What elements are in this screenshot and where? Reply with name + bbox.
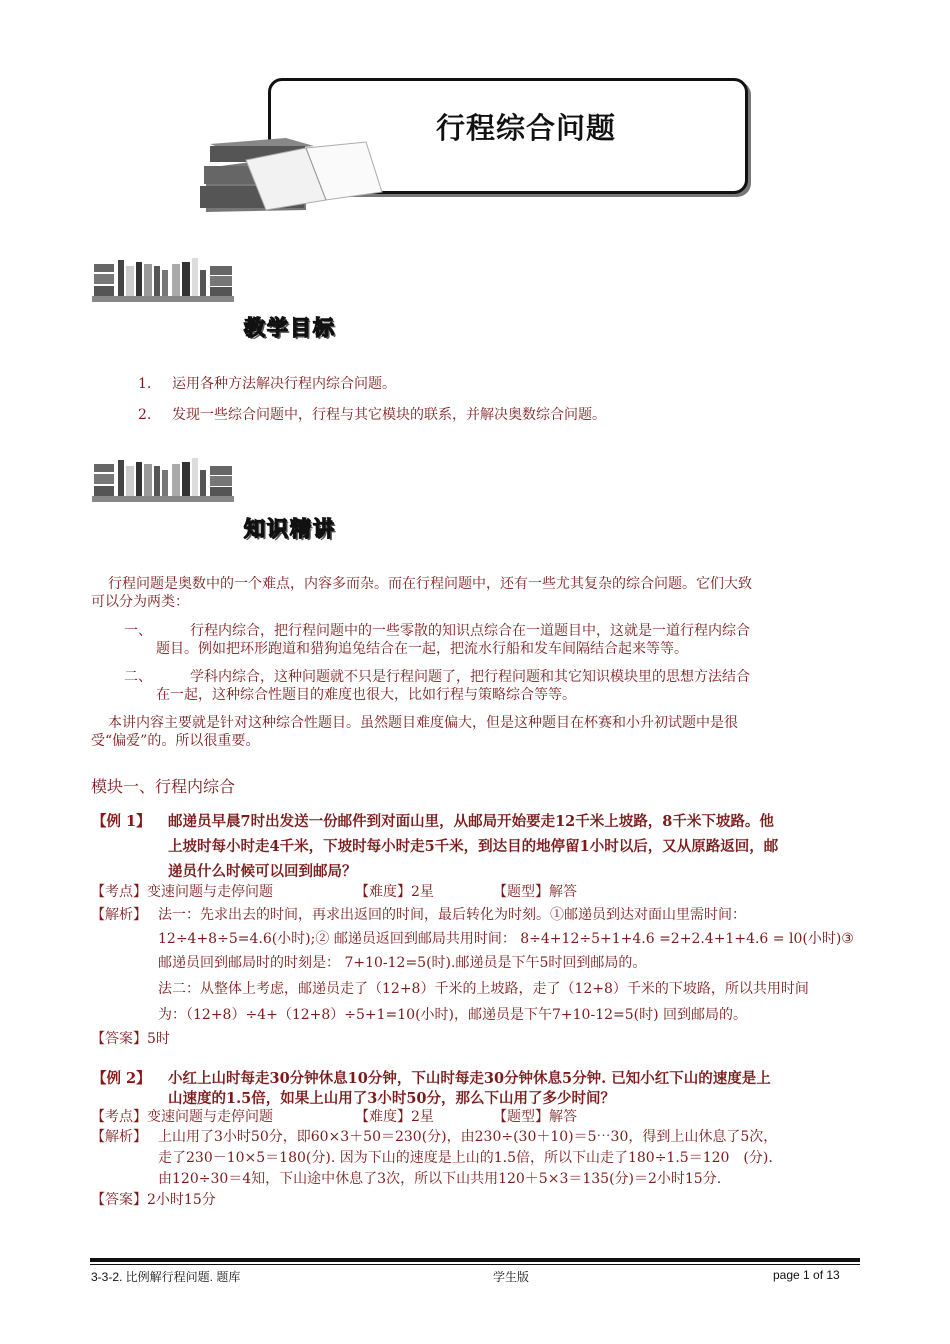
nandu-label: 【难度】 (355, 1109, 411, 1125)
outro-line: 本讲内容主要就是针对这种综合性题目。虽然题目难度偏大，但是这种题目在杯赛和小升初试题中是很 (108, 715, 738, 731)
bookshelf-icon (92, 256, 234, 306)
category-text: 题目。例如把环形跑道和猎狗追兔结合在一起，把流水行船和发车间隔结合起来等等。 (156, 641, 688, 657)
jiexi-line: 法二：从整体上考虑，邮递员走了（12+8）千米的上坡路，走了（12+8）千米的下坡路，所以共用时间 (158, 981, 809, 997)
example-tag: 【例 1】 (92, 813, 151, 830)
category-text: 学科内综合，这种问题就不只是行程问题了，把行程问题和其它知识模块里的思想方法结合 (190, 669, 750, 685)
goal-number: 2. (138, 407, 152, 423)
nandu-value: 2星 (411, 1109, 434, 1125)
bookshelf-icon (92, 456, 234, 506)
intro-line: 可以分为两类： (91, 594, 189, 610)
daan-label: 【答案】 (91, 1031, 147, 1047)
jiexi-line: 上山用了3小时50分，即60×3＋50＝230(分)，由230÷(30＋10)＝5⋯30，得到上山休息了5次， (158, 1129, 778, 1145)
daan-value: 2小时15分 (147, 1192, 216, 1208)
page-title: 行程综合问题 (436, 111, 617, 145)
outro-line: 受“偏爱”的。所以很重要。 (91, 733, 260, 749)
tixing-label: 【题型】 (493, 884, 549, 900)
meta-row (493, 881, 577, 903)
footer-doc-name: 3-3-2. 比例解行程问题. 题库 (91, 1270, 241, 1284)
kaodian-label: 【考点】 (91, 884, 147, 900)
category-number: 一、 (124, 623, 152, 639)
tixing-label: 【题型】 (493, 1109, 549, 1125)
section-heading-goals: 教学目标 (244, 316, 336, 340)
daan-label: 【答案】 (91, 1192, 147, 1208)
goal-number: 1. (138, 376, 152, 392)
jiexi-line: 法一：先求出去的时间，再求出返回的时间，最后转化为时刻。①邮递员到达对面山里需时间： (158, 907, 746, 923)
jiexi-line: 邮递员回到邮局时的时刻是： 7+10-12=5(时).邮递员是下午5时回到邮局的。 (158, 955, 647, 971)
tixing-value: 解答 (549, 884, 577, 900)
meta-row (493, 1106, 577, 1128)
example-question-line: 上坡时每小时走4千米，下坡时每小时走5千米，到达目的地停留1小时以后，又从原路返回，邮 (168, 838, 779, 855)
example-tag: 【例 2】 (92, 1070, 151, 1087)
goal-text: 运用各种方法解决行程内综合问题。 (172, 376, 396, 392)
footer-divider-thin (90, 1264, 860, 1265)
footer-edition: 学生版 (493, 1270, 530, 1284)
jiexi-line: 12÷4+8÷5=4.6(小时);② 邮递员返回到邮局共用时间： 8÷4+12÷5+1+4.6 =2+2.4+1+4.6 = l0(小时)③ (158, 931, 854, 947)
category-text: 行程内综合，把行程问题中的一些零散的知识点综合在一道题目中，这就是一道行程内综合 (190, 623, 750, 639)
jiexi-label: 【解析】 (91, 1129, 147, 1145)
category-text: 在一起，这种综合性题目的难度也很大，比如行程与策略综合等等。 (156, 687, 576, 703)
daan-value: 5时 (147, 1031, 170, 1047)
intro-line: 行程问题是奥数中的一个难点，内容多而杂。而在行程问题中，还有一些尤其复杂的综合问题。它们大致 (108, 576, 752, 592)
example-question-line: 邮递员早晨7时出发送一份邮件到对面山里，从邮局开始要走12千米上坡路，8千米下坡路。他 (168, 813, 774, 830)
jiexi-line: 走了230－10×5＝180(分). 因为下山的速度是上山的1.5倍，所以下山走了180÷1.5＝120 (分). (158, 1150, 773, 1166)
section-heading-knowledge: 知识精讲 (244, 517, 336, 541)
nandu-label: 【难度】 (355, 884, 411, 900)
jiexi-line: 为：（12+8）÷4+（12+8）÷5+1=10(小时)，邮递员是下午7+10-12=5(时) 回到邮局的。 (158, 1007, 748, 1023)
jiexi-line: 由120÷30＝4知，下山途中休息了3次，所以下山共用120＋5×3＝135(分)＝2小时15分. (158, 1171, 722, 1187)
kaodian-label: 【考点】 (91, 1109, 147, 1125)
kaodian-value: 变速问题与走停问题 (147, 884, 273, 900)
tixing-value: 解答 (549, 1109, 577, 1125)
example-question-line: 小红上山时每走30分钟休息10分钟，下山时每走30分钟休息5分钟. 已知小红下山的速度是上 (168, 1070, 771, 1087)
goal-item (138, 404, 606, 424)
category-number: 二、 (124, 669, 152, 685)
nandu-value: 2星 (411, 884, 434, 900)
goal-item (138, 373, 396, 393)
answer-row (91, 1027, 170, 1051)
example-question-line: 递员什么时候可以回到邮局？ (168, 863, 357, 880)
meta-row (91, 1106, 273, 1128)
answer-row (91, 1190, 216, 1211)
goal-text: 发现一些综合问题中，行程与其它模块的联系，并解决奥数综合问题。 (172, 407, 606, 423)
footer-divider (90, 1258, 860, 1262)
footer-page-number: page 1 of 13 (773, 1268, 840, 1282)
module-title: 模块一、行程内综合 (91, 777, 236, 796)
meta-row (355, 881, 434, 903)
jiexi-label: 【解析】 (91, 907, 147, 923)
meta-row (91, 881, 273, 903)
example-question-line: 山速度的1.5倍，如果上山用了3小时50分，那么下山用了多少时间？ (168, 1090, 615, 1107)
kaodian-value: 变速问题与走停问题 (147, 1109, 273, 1125)
meta-row (355, 1106, 434, 1128)
books-stack-icon (196, 130, 386, 212)
